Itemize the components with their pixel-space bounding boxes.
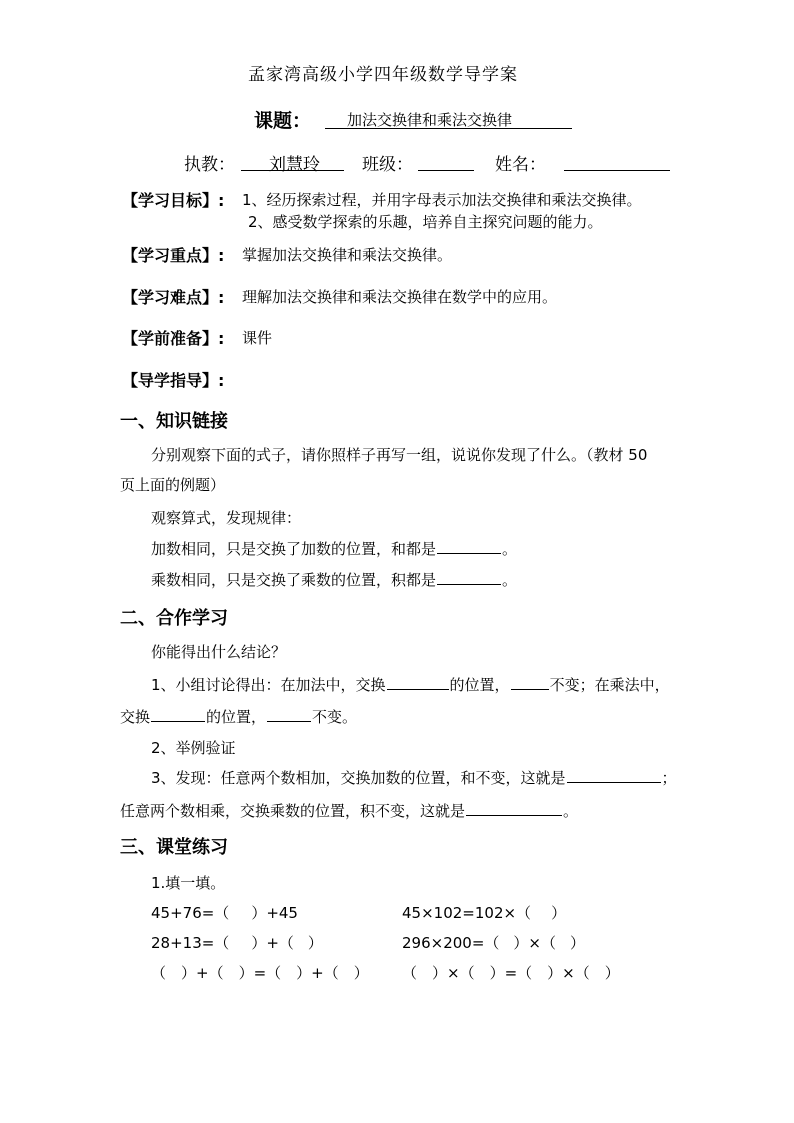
section1-heading: 一、知识链接	[120, 411, 228, 432]
item1-text-a: 1、小组讨论得出：在加法中，交换	[151, 676, 386, 694]
section2-heading: 二、合作学习	[120, 608, 228, 629]
add-rule-prefix: 加数相同，只是交换了加数的位置，和都是	[151, 540, 437, 558]
objective-item-1: 1、经历探索过程，并用字母表示加法交换律和乘法交换律。	[242, 191, 642, 209]
mul-rule-prefix: 乘数相同，只是交换了乘数的位置，积都是	[151, 571, 437, 589]
item1-text-f: 不变。	[312, 708, 358, 726]
row1-left-a: 45+76=（	[151, 904, 230, 922]
section3-heading: 三、课堂练习	[120, 837, 228, 858]
preparation-label: 【学前准备】:	[122, 329, 225, 348]
guidance-label: 【导学指导】:	[122, 371, 225, 390]
teacher-name-field	[241, 150, 344, 175]
teacher-name: 刘慧玲	[269, 155, 320, 175]
preparation-text: 课件	[242, 329, 273, 347]
row2-right-c: ）	[569, 934, 585, 952]
section1-observe: 观察算式，发现规律：	[151, 509, 302, 527]
topic-title-line	[325, 109, 572, 129]
row1-left-b: ）+45	[251, 904, 298, 922]
item1-blank-4[interactable]	[267, 707, 311, 722]
item1-text-b: 的位置，	[449, 676, 510, 694]
difficulties-label: 【学习难点】:	[122, 288, 225, 307]
item1-blank-1[interactable]	[387, 675, 449, 690]
row2-right-a: 296×200=（	[402, 934, 500, 952]
section1-para-line1: 分别观察下面的式子，请你照样子再写一组，说说你发现了什么。（教材 50	[151, 446, 648, 464]
item3-text-c: 任意两个数相乘，交换乘数的位置，积不变，这就是	[120, 802, 466, 820]
section2-question: 你能得出什么结论？	[151, 643, 287, 661]
exercise-row2-right	[402, 932, 585, 953]
item3-blank-2[interactable]	[466, 801, 562, 816]
exercise-row3-right: （ ）×（ ）=（ ）×（ ）	[402, 964, 620, 982]
item3-text-d: 。	[563, 802, 579, 820]
name-blank	[564, 150, 670, 171]
item1-blank-3[interactable]	[151, 707, 205, 722]
class-label: 班级：	[362, 155, 413, 175]
key-points-text: 掌握加法交换律和乘法交换律。	[242, 246, 453, 264]
exercise-row2-left	[151, 932, 323, 953]
add-rule-suffix: 。	[502, 540, 518, 558]
item3-text-b: ；	[661, 769, 677, 787]
item3-text-a: 3、发现：任意两个数相加，交换加数的位置，和不变，这就是	[151, 769, 566, 787]
row2-left-b: ）+（	[251, 934, 294, 952]
section3-task: 1.填一填。	[151, 874, 226, 892]
item1-text-c: 不变；在乘法中，	[549, 676, 670, 694]
key-points-label: 【学习重点】:	[122, 246, 225, 265]
mul-rule-blank[interactable]	[437, 570, 501, 585]
name-label: 姓名：	[495, 155, 546, 175]
section2-item3-line1	[151, 767, 677, 788]
topic-title: 加法交换律和乘法交换律	[347, 111, 513, 129]
row2-right-b: ）×（	[513, 934, 556, 952]
section2-item1-line2	[120, 706, 357, 727]
section2-item3-line2	[120, 800, 578, 821]
row2-left-a: 28+13=（	[151, 934, 230, 952]
item1-blank-2[interactable]	[511, 675, 549, 690]
add-rule-blank[interactable]	[437, 539, 501, 554]
objectives-label: 【学习目标】:	[122, 191, 225, 210]
item3-blank-1[interactable]	[567, 768, 661, 783]
class-blank	[418, 150, 474, 171]
school-title: 孟家湾高级小学四年级数学导学案	[248, 65, 518, 85]
teacher-label: 执教：	[184, 155, 235, 175]
section2-item1-line1	[151, 674, 670, 695]
add-rule-line	[151, 538, 517, 559]
topic-label: 课题：	[254, 110, 312, 132]
row1-right-b: ）	[551, 904, 567, 922]
mul-rule-suffix: 。	[502, 571, 518, 589]
difficulties-text: 理解加法交换律和乘法交换律在数学中的应用。	[242, 288, 558, 306]
row1-right-a: 45×102=102×（	[402, 904, 532, 922]
exercise-row1-right	[402, 902, 566, 923]
exercise-row3-left: （ ）+（ ）=（ ）+（ ）	[151, 964, 369, 982]
item1-text-d: 交换	[120, 708, 151, 726]
exercise-row1-left	[151, 902, 298, 923]
objective-item-2: 2、感受数学探索的乐趣，培养自主探究问题的能力。	[248, 213, 603, 231]
mul-rule-line	[151, 569, 517, 590]
row2-left-c: ）	[307, 934, 323, 952]
item1-text-e: 的位置，	[206, 708, 267, 726]
section2-item2: 2、举例验证	[151, 739, 236, 757]
section1-para-line2: 页上面的例题）	[120, 476, 226, 494]
